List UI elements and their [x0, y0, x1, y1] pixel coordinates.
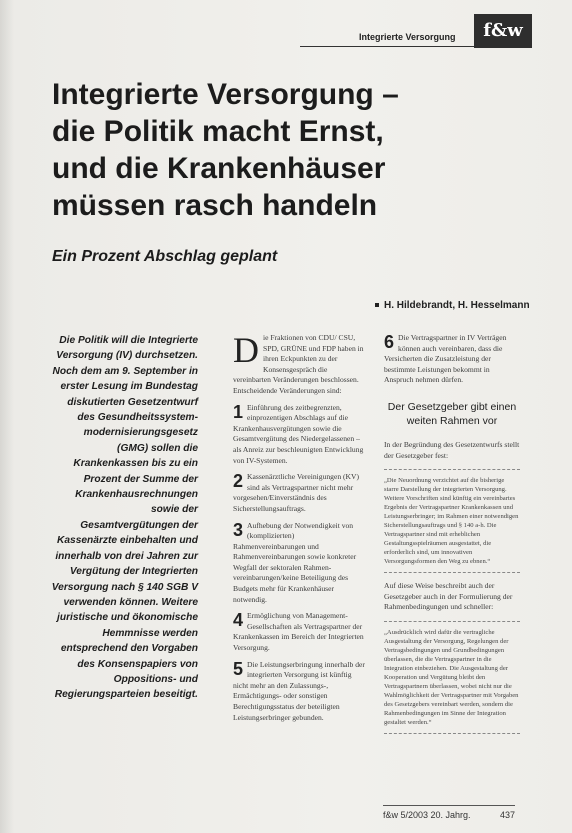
title-line-2: die Politik macht Ernst,: [52, 115, 384, 148]
item-number: 2: [233, 472, 244, 492]
list-item: [384, 333, 520, 386]
item-number: 1: [233, 402, 244, 422]
author-line: [375, 300, 530, 311]
list-item: [233, 472, 367, 514]
list-item: [233, 403, 367, 467]
section-header: Integrierte Versorgung: [359, 32, 456, 42]
intro-text: ie Fraktionen von CDU/ CSU, SPD, GRÜNE und FDP haben in ihren Eckpunkten zu der Konsensgespräch die vereinbarten Veränderungen beschlossen. Entscheidende Veränderungen sind:: [233, 333, 364, 395]
intro-paragraph: [233, 330, 367, 397]
author-names: H. Hildebrandt, H. Hesselmann: [384, 300, 530, 311]
page-footer: [383, 805, 515, 820]
body-paragraph: Auf diese Weise beschreibt auch der Gesetzgeber auch in der Formulierung der Rahmenbedingungen und schneller:: [384, 581, 513, 612]
item-number: 5: [233, 659, 244, 679]
issue-info: f&w 5/2003 20. Jahrg.: [383, 810, 471, 820]
list-item: [233, 521, 367, 606]
item-text: Kassenärztliche Vereinigungen (KV) sind als Vertragspartner nicht mehr vorgesehen/Einverständnis des Sicherstellungsauftrags.: [233, 472, 360, 513]
bullet-icon: [375, 303, 379, 307]
article-subtitle: Ein Prozent Abschlag geplant: [52, 248, 278, 265]
section-heading: Der Gesetzgeber gibt einen weiten Rahmen vor: [387, 400, 517, 427]
item-text: Ermöglichung von Management-Gesellschaften als Vertragspartner der Krankenkassen im Bereich der Integrierten Versorgung.: [233, 611, 364, 653]
title-line-1: Integrierte Versorgung –: [52, 78, 399, 111]
item-text: Die Leistungserbringung innerhalb der integrierten Versorgung ist künftig nicht mehr an den Zulassungs-, Ermächtigungs- oder sonstigen Berechtigungsstatus der beteiligten Leistungserbringer gebunden.: [233, 659, 365, 722]
quote-box: „Die Neuordnung verzichtet auf die bisherige starre Darstellung der integrierten Versorgung. Weitere Vorschriften sind künftig ein vereinbartes Ergebnis der Vertragspartner Krankenkassen und Leistungserbringer; im Rahmen einer notwendigen Sicherstellungsauftrags und § 140 a-h. Die Vertragspartner sind mit erheblichen Gestaltungsspielräumen ausgestattet, die erforderlich sind, um innovativen Versorgungsformen den Weg zu ebnen.“: [384, 469, 520, 573]
item-number: 4: [233, 611, 244, 631]
lead-paragraph: Die Politik will die Integrierte Versorgung (IV) durchsetzen. Noch dem am 9. September in erster Lesung im Bundestag diskutierten Gesetzentwurf des Gesundheitssystem-modernisierungsgesetz (GMG) sollen die Krankenkassen bis zu ein Prozent der Summe der Krankenhausrechnungen sowie der Gesamtvergütungen der Kassenärzte einbehalten und innerhalb von drei Jahren zur Vergütung der Integrierten Versorgung nach § 140 SGB V verwenden können. Weitere juristische und ökonomische Hemmnisse werden entsprechend den Vorgaben des Konsenspapiers von Oppositions- und Regierungsparteien beseitigt.: [51, 335, 198, 701]
quote-box: „Ausdrücklich wird dafür die vertragliche Ausgestaltung der Versorgung, Regelungen der Vertragsbedingungen und Grundbedingungen überlassen, die die Vertragspartner in die Integration einbeziehen. Die Ausgestaltung der Kooperation und Vergütung bleibt den Vertragspartnern überlassen, wobei nicht nur die Wahlmöglichkeit der Vertragspartner mit Vorgaben des Gesetzgebers vereinbart werden, sondern die Rahmenbedingungen im Sinne der Integration gestaltet werden.“: [384, 621, 520, 734]
title-line-4: müssen rasch handeln: [52, 189, 378, 222]
item-text: Die Vertragspartner in IV Verträgen können auch vereinbaren, dass die Versicherten die Zusatzleistung der bestimmte Leistungen bekommt in Anspruch nehmen dürfen.: [384, 333, 507, 385]
item-text: Aufhebung der Notwendigkeit von (komplizierten) Rahmenvereinbarungen und Rahmenvereinbarungen sowie konkreter Wegfall der sektoralen Rahmen-vereinbarungen/keine Beteiligung des Budgets mehr für Krankenhäuser notwendig.: [233, 520, 357, 604]
article-title: [52, 76, 552, 224]
page-number: 437: [499, 810, 515, 820]
text-column-2: [384, 333, 520, 742]
item-text: Einführung des zeitbegrenzten, einprozentigen Abschlags auf die Krankenhausvergütungen sowie die Gesamtvergütung des Niedergelassenen – als Anreiz zur beschleunigten Entwicklung von IV-Systemen.: [233, 402, 364, 465]
item-number: 6: [384, 333, 395, 352]
list-item: [233, 660, 367, 724]
item-number: 3: [233, 520, 244, 540]
list-item: [233, 611, 367, 653]
text-column-1: [233, 330, 367, 723]
body-paragraph: In der Begründung des Gesetzentwurfs stellt der Gesetzgeber fest:: [384, 439, 520, 460]
journal-logo: f&w: [474, 14, 532, 48]
drop-cap: D: [233, 330, 259, 370]
title-line-3: und die Krankenhäuser: [52, 152, 386, 185]
